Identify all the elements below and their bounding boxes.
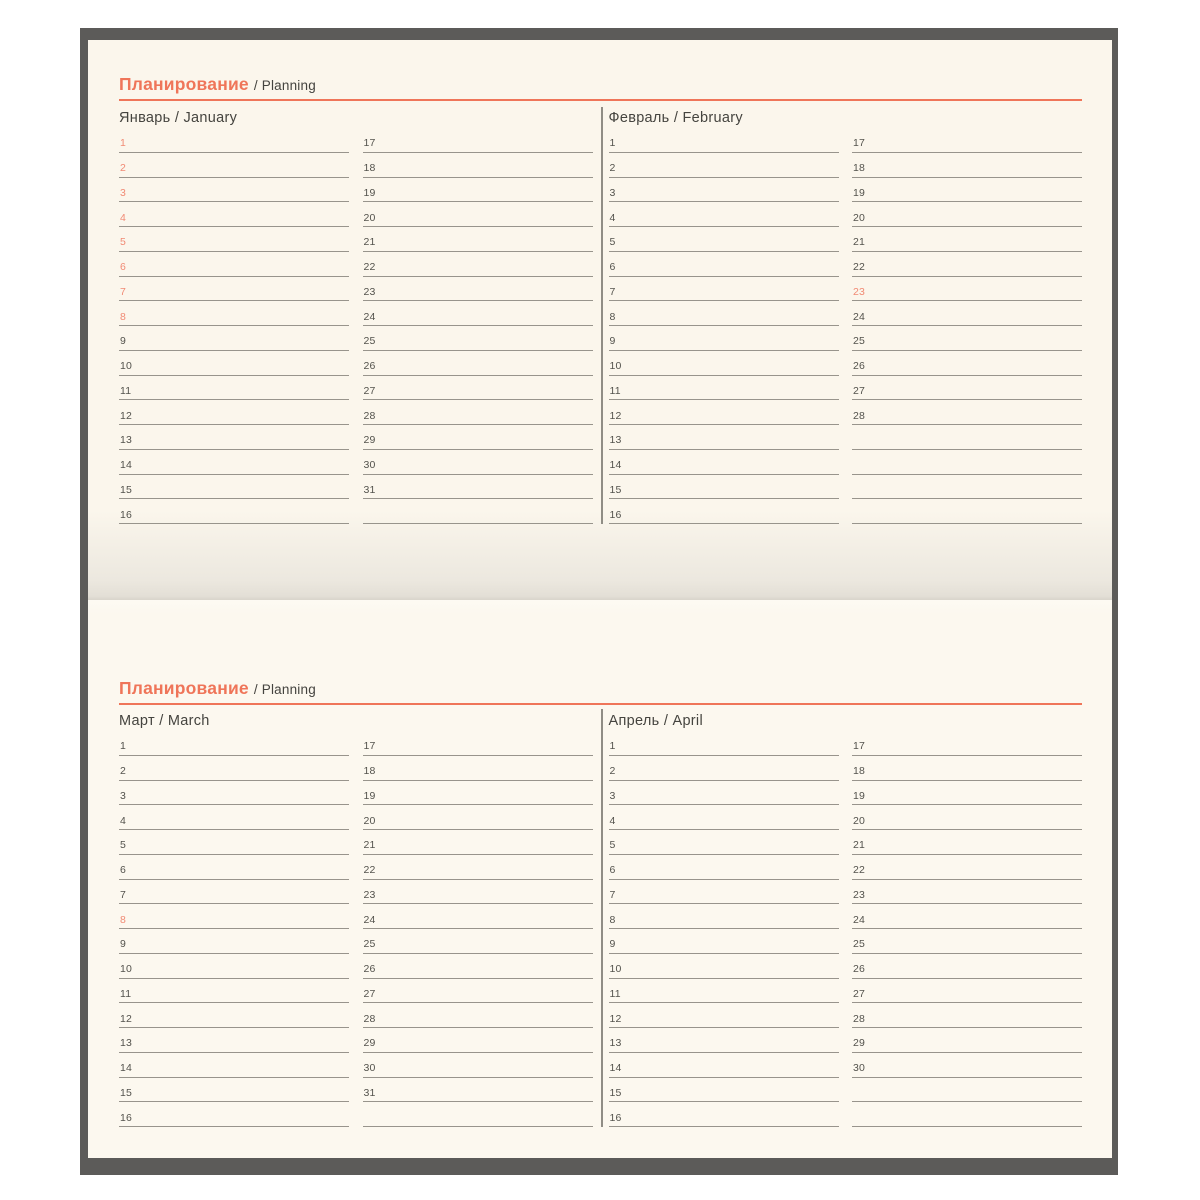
day-row <box>609 731 839 756</box>
day-row <box>609 805 839 830</box>
day-number: 30 <box>363 459 376 471</box>
day-column-second-half <box>852 128 1082 524</box>
day-number: 10 <box>120 360 133 372</box>
day-number: 12 <box>120 1012 133 1025</box>
day-number: 1 <box>609 137 616 150</box>
day-row <box>852 805 1082 830</box>
day-number: 13 <box>120 434 133 447</box>
day-row <box>363 202 593 227</box>
day-row <box>609 425 839 450</box>
day-number: 26 <box>363 360 376 372</box>
day-row <box>119 301 349 326</box>
month-label: Апрель / April <box>608 713 703 729</box>
day-row <box>119 425 349 450</box>
day-row <box>119 376 349 401</box>
day-number: 15 <box>609 1086 622 1099</box>
day-number: 15 <box>120 1086 133 1099</box>
page-title: Планирование <box>119 74 249 94</box>
day-number: 24 <box>363 913 376 926</box>
day-row <box>609 128 839 153</box>
day-row <box>119 805 349 830</box>
month-divider-line <box>601 107 603 524</box>
month-january <box>119 108 593 524</box>
day-number: 17 <box>363 740 376 753</box>
day-row <box>852 425 1082 450</box>
day-row <box>852 929 1082 954</box>
day-number: 25 <box>363 938 376 951</box>
day-number: 3 <box>609 789 616 802</box>
day-number: 18 <box>853 765 866 777</box>
planner-page-top <box>88 40 1112 600</box>
day-row <box>119 400 349 425</box>
month-march <box>119 711 593 1127</box>
day-number: 21 <box>853 839 866 852</box>
day-row <box>119 475 349 500</box>
day-row <box>609 954 839 979</box>
day-number: 27 <box>853 384 866 397</box>
day-number: 6 <box>609 864 616 876</box>
day-column-second-half <box>852 731 1082 1127</box>
day-row <box>363 1003 593 1028</box>
day-number: 25 <box>853 335 866 348</box>
day-number: 21 <box>363 839 376 852</box>
page-title: Планирование <box>119 678 249 698</box>
day-row <box>609 153 839 178</box>
day-row <box>363 756 593 781</box>
day-row <box>609 376 839 401</box>
day-number: 14 <box>609 459 622 471</box>
day-row <box>119 979 349 1004</box>
day-row <box>609 756 839 781</box>
day-number-holiday: 2 <box>120 162 127 174</box>
day-number-holiday: 8 <box>120 913 127 926</box>
day-row <box>119 1028 349 1053</box>
day-row <box>363 499 593 524</box>
page-header <box>119 76 316 94</box>
day-number: 30 <box>363 1062 376 1074</box>
day-row <box>852 1078 1082 1103</box>
day-row <box>119 202 349 227</box>
day-row <box>609 781 839 806</box>
day-number: 8 <box>609 310 616 323</box>
day-row <box>609 855 839 880</box>
day-row <box>852 252 1082 277</box>
day-row <box>363 731 593 756</box>
month-columns <box>609 128 1083 524</box>
day-row <box>609 499 839 524</box>
day-row <box>852 1102 1082 1127</box>
day-row <box>852 277 1082 302</box>
day-row <box>609 979 839 1004</box>
day-number: 28 <box>363 1012 376 1025</box>
day-number: 23 <box>363 285 376 298</box>
day-number: 26 <box>363 963 376 975</box>
day-row <box>119 731 349 756</box>
day-number: 13 <box>120 1037 133 1050</box>
day-row <box>119 499 349 524</box>
month-label: Март / March <box>119 713 210 729</box>
day-number: 20 <box>363 814 376 827</box>
day-row <box>852 475 1082 500</box>
day-row <box>363 1078 593 1103</box>
day-column-second-half <box>363 128 593 524</box>
day-row <box>609 1003 839 1028</box>
day-number: 8 <box>609 913 616 926</box>
day-row <box>852 400 1082 425</box>
day-number: 6 <box>609 261 616 273</box>
day-row <box>609 929 839 954</box>
day-number-holiday: 5 <box>120 236 127 249</box>
day-row <box>119 153 349 178</box>
day-row <box>852 326 1082 351</box>
day-row <box>609 1102 839 1127</box>
day-row <box>119 880 349 905</box>
day-number: 20 <box>853 814 866 827</box>
day-number: 17 <box>363 137 376 150</box>
title-underline <box>119 99 1082 101</box>
day-number: 12 <box>609 1012 622 1025</box>
day-row <box>852 202 1082 227</box>
day-number: 1 <box>120 740 127 753</box>
day-row <box>363 781 593 806</box>
day-row <box>363 227 593 252</box>
day-number: 27 <box>853 987 866 1000</box>
day-number: 23 <box>363 888 376 901</box>
month-april <box>609 711 1083 1127</box>
day-row <box>852 979 1082 1004</box>
day-number: 18 <box>363 765 376 777</box>
day-number: 24 <box>853 310 866 323</box>
day-row <box>609 1028 839 1053</box>
day-number: 10 <box>120 963 133 975</box>
day-number: 20 <box>363 211 376 224</box>
day-row <box>609 830 839 855</box>
day-number: 7 <box>609 285 616 298</box>
day-number: 9 <box>609 938 616 951</box>
day-row <box>363 351 593 376</box>
day-number <box>852 1123 853 1126</box>
day-number: 12 <box>120 409 133 422</box>
day-number: 13 <box>609 434 622 447</box>
page-subtitle: / Planning <box>253 78 316 93</box>
day-row <box>363 425 593 450</box>
month-label: Январь / January <box>119 110 238 126</box>
day-number: 11 <box>120 987 132 1000</box>
day-number: 21 <box>853 236 866 249</box>
day-row <box>609 1078 839 1103</box>
day-number: 12 <box>609 409 622 422</box>
day-row <box>852 499 1082 524</box>
day-number: 20 <box>853 211 866 224</box>
day-number <box>852 520 853 523</box>
day-row <box>852 781 1082 806</box>
day-number: 30 <box>853 1062 866 1074</box>
day-row <box>363 450 593 475</box>
day-row <box>852 351 1082 376</box>
day-number: 26 <box>853 360 866 372</box>
day-row <box>119 1003 349 1028</box>
day-number: 1 <box>609 740 616 753</box>
day-row <box>119 178 349 203</box>
day-number: 15 <box>120 483 133 496</box>
day-number: 4 <box>120 814 127 827</box>
month-columns <box>609 731 1083 1127</box>
day-number <box>852 495 853 498</box>
day-number-holiday: 3 <box>120 186 127 199</box>
month-label: Февраль / February <box>608 110 743 126</box>
day-row <box>609 475 839 500</box>
day-number <box>363 1123 364 1126</box>
day-row <box>119 1078 349 1103</box>
day-row <box>363 475 593 500</box>
day-number: 28 <box>853 1012 866 1025</box>
day-number-holiday: 6 <box>120 261 127 273</box>
day-number: 29 <box>853 1037 866 1050</box>
day-number: 11 <box>609 384 621 397</box>
day-row <box>363 1053 593 1078</box>
day-row <box>609 178 839 203</box>
day-number: 6 <box>120 864 127 876</box>
day-number-holiday: 23 <box>853 285 866 298</box>
day-number: 27 <box>363 384 376 397</box>
day-row <box>363 904 593 929</box>
day-row <box>119 756 349 781</box>
day-number: 22 <box>853 261 866 273</box>
day-number: 22 <box>363 864 376 876</box>
day-number: 18 <box>853 162 866 174</box>
day-number: 15 <box>609 483 622 496</box>
day-number: 25 <box>853 938 866 951</box>
page-header <box>119 680 316 698</box>
day-row <box>119 781 349 806</box>
day-row <box>363 400 593 425</box>
planner-cover-frame <box>80 28 1118 1175</box>
day-number: 14 <box>609 1062 622 1074</box>
day-number: 10 <box>609 360 622 372</box>
day-number: 27 <box>363 987 376 1000</box>
planner-page-bottom <box>88 600 1112 1158</box>
day-row <box>852 178 1082 203</box>
day-number: 4 <box>609 814 616 827</box>
day-number: 19 <box>853 789 866 802</box>
day-number: 24 <box>853 913 866 926</box>
day-row <box>363 855 593 880</box>
day-number: 31 <box>363 1086 376 1099</box>
day-row <box>852 904 1082 929</box>
day-number: 29 <box>363 434 376 447</box>
day-number: 2 <box>120 765 127 777</box>
day-row <box>119 128 349 153</box>
day-number-holiday: 4 <box>120 211 127 224</box>
day-number: 3 <box>609 186 616 199</box>
day-number: 2 <box>609 162 616 174</box>
day-column-first-half <box>119 128 349 524</box>
day-row <box>363 830 593 855</box>
day-number-holiday: 1 <box>120 137 127 150</box>
day-row <box>119 1053 349 1078</box>
day-row <box>119 252 349 277</box>
day-number: 31 <box>363 483 376 496</box>
day-number: 7 <box>609 888 616 901</box>
day-row <box>852 855 1082 880</box>
day-row <box>852 450 1082 475</box>
day-number: 14 <box>120 1062 133 1074</box>
day-column-second-half <box>363 731 593 1127</box>
day-number-holiday: 8 <box>120 310 127 323</box>
day-row <box>363 954 593 979</box>
day-row <box>119 1102 349 1127</box>
day-number: 5 <box>609 236 616 249</box>
day-column-first-half <box>119 731 349 1127</box>
month-divider-line <box>601 709 603 1127</box>
day-row <box>609 277 839 302</box>
day-number: 11 <box>609 987 621 1000</box>
day-row <box>363 376 593 401</box>
day-row <box>852 128 1082 153</box>
day-row <box>609 400 839 425</box>
day-number: 19 <box>363 186 376 199</box>
day-row <box>119 351 349 376</box>
day-row <box>609 1053 839 1078</box>
day-row <box>609 904 839 929</box>
day-number: 3 <box>120 789 127 802</box>
day-row <box>852 301 1082 326</box>
day-row <box>852 376 1082 401</box>
day-number: 16 <box>120 508 133 521</box>
page-subtitle: / Planning <box>253 682 316 697</box>
day-row <box>609 301 839 326</box>
day-number: 28 <box>853 409 866 422</box>
day-number: 16 <box>120 1111 133 1124</box>
day-row <box>363 326 593 351</box>
day-row <box>609 202 839 227</box>
day-row <box>609 326 839 351</box>
day-row <box>363 301 593 326</box>
day-row <box>852 153 1082 178</box>
day-row <box>363 153 593 178</box>
planner-paper <box>88 40 1112 1158</box>
month-columns <box>119 128 593 524</box>
day-number: 21 <box>363 236 376 249</box>
day-row <box>609 351 839 376</box>
day-row <box>852 1003 1082 1028</box>
day-number: 22 <box>363 261 376 273</box>
day-row <box>363 805 593 830</box>
day-number: 9 <box>609 335 616 348</box>
month-columns <box>119 731 593 1127</box>
day-row <box>852 1028 1082 1053</box>
day-number: 26 <box>853 963 866 975</box>
day-row <box>119 326 349 351</box>
day-number: 24 <box>363 310 376 323</box>
day-row <box>119 277 349 302</box>
day-number: 16 <box>609 508 622 521</box>
day-row <box>363 252 593 277</box>
day-number: 9 <box>120 335 127 348</box>
day-number: 22 <box>853 864 866 876</box>
day-number: 25 <box>363 335 376 348</box>
day-row <box>119 855 349 880</box>
day-row <box>363 929 593 954</box>
day-number: 23 <box>853 888 866 901</box>
day-number: 19 <box>853 186 866 199</box>
day-number: 28 <box>363 409 376 422</box>
day-column-first-half <box>609 128 839 524</box>
day-row <box>609 227 839 252</box>
day-row <box>852 954 1082 979</box>
day-number <box>852 471 853 474</box>
day-number: 11 <box>120 384 132 397</box>
day-row <box>852 880 1082 905</box>
day-row <box>363 979 593 1004</box>
day-row <box>852 731 1082 756</box>
day-number: 9 <box>120 938 127 951</box>
day-row <box>119 904 349 929</box>
day-row <box>609 252 839 277</box>
day-row <box>119 954 349 979</box>
day-number: 18 <box>363 162 376 174</box>
day-number: 4 <box>609 211 616 224</box>
day-row <box>363 128 593 153</box>
day-number-holiday: 7 <box>120 285 127 298</box>
day-row <box>363 1028 593 1053</box>
day-number: 17 <box>853 740 866 753</box>
day-number <box>852 1098 853 1101</box>
day-row <box>119 450 349 475</box>
day-number <box>363 520 364 523</box>
day-number: 2 <box>609 765 616 777</box>
day-number: 5 <box>609 839 616 852</box>
day-row <box>852 227 1082 252</box>
day-number: 19 <box>363 789 376 802</box>
day-number: 16 <box>609 1111 622 1124</box>
day-row <box>363 880 593 905</box>
day-column-first-half <box>609 731 839 1127</box>
day-row <box>852 830 1082 855</box>
day-number: 10 <box>609 963 622 975</box>
day-row <box>363 178 593 203</box>
day-row <box>119 227 349 252</box>
day-number: 17 <box>853 137 866 150</box>
day-row <box>119 830 349 855</box>
day-row <box>852 1053 1082 1078</box>
day-row <box>119 929 349 954</box>
day-number: 7 <box>120 888 127 901</box>
day-row <box>609 880 839 905</box>
day-number: 14 <box>120 459 133 471</box>
title-underline <box>119 703 1082 705</box>
day-row <box>852 756 1082 781</box>
day-number <box>852 446 853 449</box>
day-row <box>363 1102 593 1127</box>
day-number: 13 <box>609 1037 622 1050</box>
day-number: 5 <box>120 839 127 852</box>
day-row <box>609 450 839 475</box>
month-february <box>609 108 1083 524</box>
day-row <box>363 277 593 302</box>
day-number: 29 <box>363 1037 376 1050</box>
